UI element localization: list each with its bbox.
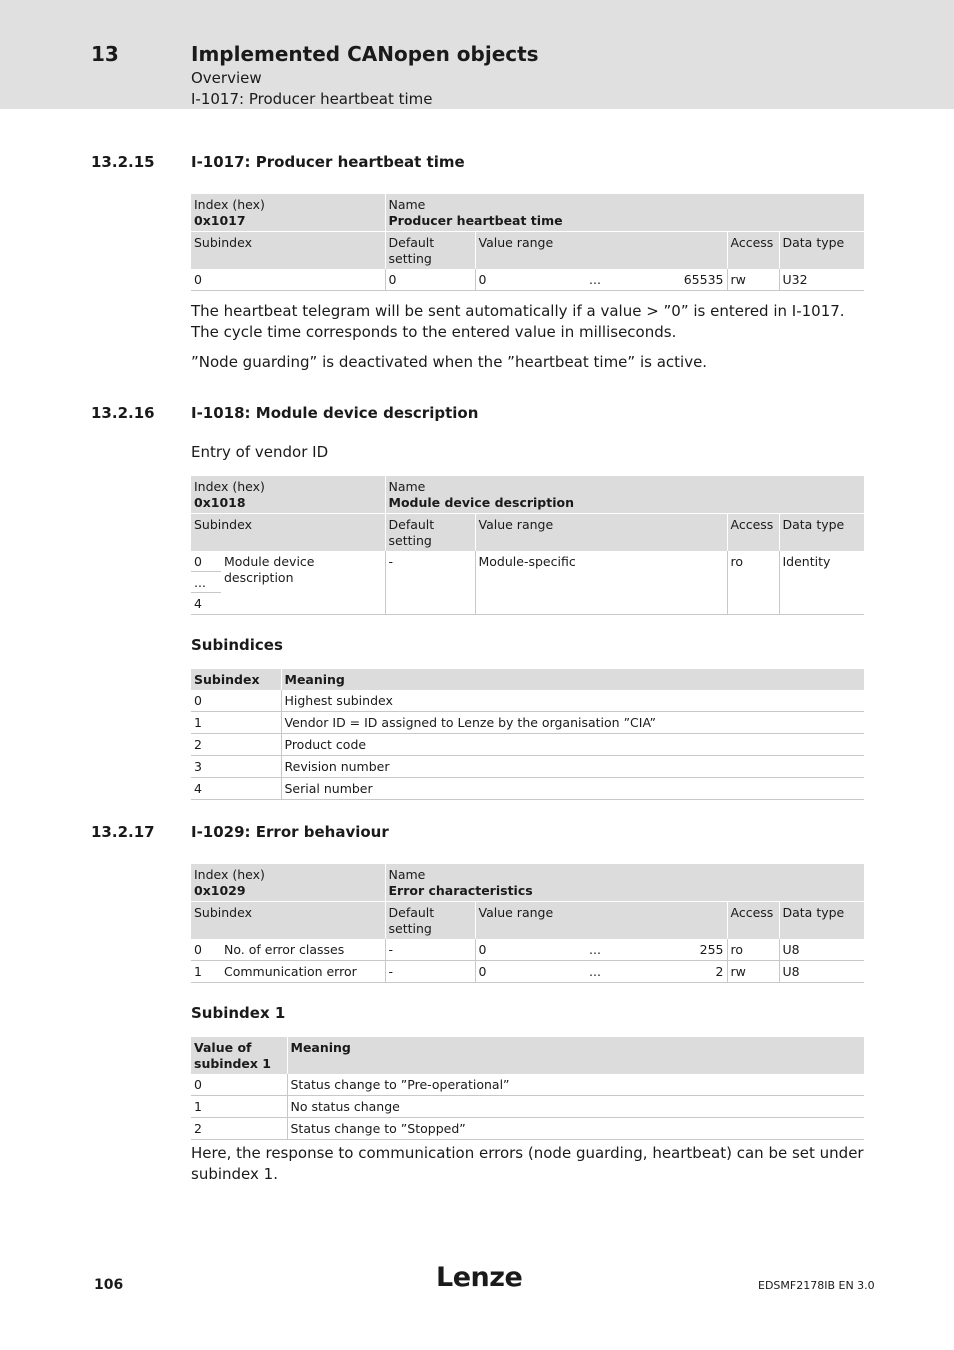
cell-value: 2 — [191, 1118, 287, 1140]
table-row — [191, 712, 864, 734]
cell-subindex: 0 — [191, 690, 281, 712]
object-table-1017 — [191, 194, 864, 291]
breadcrumb-overview: Overview — [191, 69, 262, 87]
cell-meaning: Status change to ”Stopped” — [287, 1118, 864, 1140]
cell-meaning: No status change — [287, 1096, 864, 1118]
cell-meaning: Product code — [281, 734, 864, 756]
cell-range-dots: ... — [589, 942, 601, 957]
col-subindex-1: subindex 1 — [194, 1056, 272, 1071]
table-row — [191, 269, 864, 291]
page-number: 106 — [94, 1277, 124, 1293]
cell-description: Communication error — [221, 961, 385, 983]
cell-subindex: 3 — [191, 756, 281, 778]
index-value: 0x1029 — [194, 883, 246, 898]
object-table-1018 — [191, 476, 864, 615]
index-value: 0x1017 — [194, 213, 246, 228]
table-row — [191, 690, 864, 712]
col-default-setting: setting — [388, 251, 432, 266]
index-value: 0x1018 — [194, 495, 246, 510]
cell-range-dots: ... — [589, 964, 601, 979]
cell-description: No. of error classes — [221, 939, 385, 961]
cell-subindex-0: 0 — [191, 551, 221, 572]
cell-meaning: Vendor ID = ID assigned to Lenze by the organisation ”CIA” — [281, 712, 864, 734]
table-row — [191, 1074, 864, 1096]
index-label: Index (hex) — [194, 479, 265, 494]
col-access: Access — [727, 902, 779, 940]
col-subindex: Subindex — [191, 902, 385, 940]
cell-range-max: 255 — [699, 942, 724, 957]
cell-subindex: 1 — [191, 712, 281, 734]
col-value-range: Value range — [475, 514, 727, 552]
document-id: EDSMF2178IB EN 3.0 — [758, 1279, 875, 1292]
cell-meaning: Status change to ”Pre-operational” — [290, 1077, 510, 1092]
col-default: Default — [388, 517, 435, 532]
cell-access: rw — [727, 269, 779, 291]
object-table-1029 — [191, 864, 864, 983]
col-default-setting: setting — [388, 921, 432, 936]
cell-default: - — [385, 961, 475, 983]
cell-range-max: 65535 — [683, 272, 724, 287]
breadcrumb-current: I-1017: Producer heartbeat time — [191, 90, 433, 108]
cell-value: 1 — [191, 1096, 287, 1118]
table-row — [191, 756, 864, 778]
table-row — [191, 939, 864, 961]
name-value: Error characteristics — [388, 883, 533, 898]
table-row — [191, 1096, 864, 1118]
cell-range-min: 0 — [478, 942, 487, 957]
cell-range-dots: ... — [589, 272, 601, 287]
chapter-number: 13 — [91, 42, 119, 66]
cell-default: 0 — [385, 269, 475, 291]
col-meaning: Meaning — [287, 1037, 864, 1074]
col-data-type: Data type — [779, 232, 864, 270]
index-label: Index (hex) — [194, 867, 265, 882]
cell-subindex: 1 — [191, 961, 221, 983]
col-value-range: Value range — [475, 902, 727, 940]
cell-subindex-dots: ... — [191, 572, 221, 593]
col-data-type: Data type — [779, 514, 864, 552]
cell-range-min: 0 — [475, 961, 589, 983]
cell-default: - — [385, 551, 475, 615]
col-default-setting: setting — [388, 533, 432, 548]
name-value: Producer heartbeat time — [388, 213, 563, 228]
table-row — [191, 551, 864, 615]
cell-subindex: 2 — [191, 734, 281, 756]
name-label: Name — [388, 197, 426, 212]
name-label: Name — [388, 479, 426, 494]
name-value: Module device description — [388, 495, 575, 510]
col-default: Default — [388, 235, 435, 250]
subindices-heading: Subindices — [191, 636, 283, 654]
cell-value-range: Module-specific — [475, 551, 727, 615]
section-title-17: I-1029: Error behaviour — [191, 823, 389, 841]
chapter-title: Implemented CANopen objects — [191, 42, 539, 66]
cell-data-type: U8 — [779, 961, 864, 983]
cell-meaning: Serial number — [281, 778, 864, 800]
cell-meaning: Revision number — [281, 756, 864, 778]
cell-description: Module device description — [221, 551, 385, 615]
name-label: Name — [388, 867, 426, 882]
col-access: Access — [727, 232, 779, 270]
subindex1-heading: Subindex 1 — [191, 1004, 286, 1022]
col-value-of: Value of — [194, 1040, 252, 1055]
col-value-range: Value range — [475, 232, 727, 270]
subindex1-table — [191, 1037, 864, 1140]
section-number-17: 13.2.17 — [91, 823, 155, 841]
table-row — [191, 961, 864, 983]
paragraph-node-guarding: ”Node guarding” is deactivated when the ”heartbeat time” is active. — [191, 353, 708, 371]
cell-access: ro — [727, 551, 779, 615]
cell-data-type: Identity — [779, 551, 864, 615]
section-title-15: I-1017: Producer heartbeat time — [191, 153, 465, 171]
col-data-type: Data type — [779, 902, 864, 940]
paragraph-heartbeat: The heartbeat telegram will be sent automatically if a value > ”0” is entered in I-1017. The cycle time corresponds to the entered value in milliseconds. — [191, 302, 845, 341]
col-subindex: Subindex — [191, 232, 385, 270]
paragraph-communication-errors: Here, the response to communication errors (node guarding, heartbeat) can be set under subindex 1. — [191, 1144, 864, 1183]
cell-range-max: 2 — [715, 964, 724, 979]
cell-subindex: 0 — [194, 942, 202, 957]
table-row — [191, 734, 864, 756]
cell-range-min: 0 — [475, 269, 589, 291]
section-title-16: I-1018: Module device description — [191, 404, 479, 422]
col-access: Access — [727, 514, 779, 552]
table-row — [191, 1118, 864, 1140]
col-subindex: Subindex — [191, 514, 385, 552]
cell-access: rw — [727, 961, 779, 983]
lenze-logo: Lenze — [436, 1262, 523, 1293]
col-meaning: Meaning — [281, 669, 864, 690]
cell-default: - — [385, 939, 475, 961]
cell-data-type: U32 — [779, 269, 864, 291]
section-number-15: 13.2.15 — [91, 153, 155, 171]
cell-data-type: U8 — [782, 942, 800, 957]
subindices-table — [191, 669, 864, 800]
paragraph-vendor-id: Entry of vendor ID — [191, 443, 329, 461]
cell-meaning: Highest subindex — [284, 693, 393, 708]
col-default: Default — [388, 905, 435, 920]
section-number-16: 13.2.16 — [91, 404, 155, 422]
index-label: Index (hex) — [194, 197, 265, 212]
cell-value: 0 — [191, 1074, 287, 1096]
cell-subindex-4: 4 — [194, 596, 202, 611]
cell-subindex: 0 — [191, 269, 385, 291]
table-row — [191, 778, 864, 800]
cell-access: ro — [727, 939, 779, 961]
cell-subindex: 4 — [191, 778, 281, 800]
col-subindex: Subindex — [191, 669, 281, 690]
